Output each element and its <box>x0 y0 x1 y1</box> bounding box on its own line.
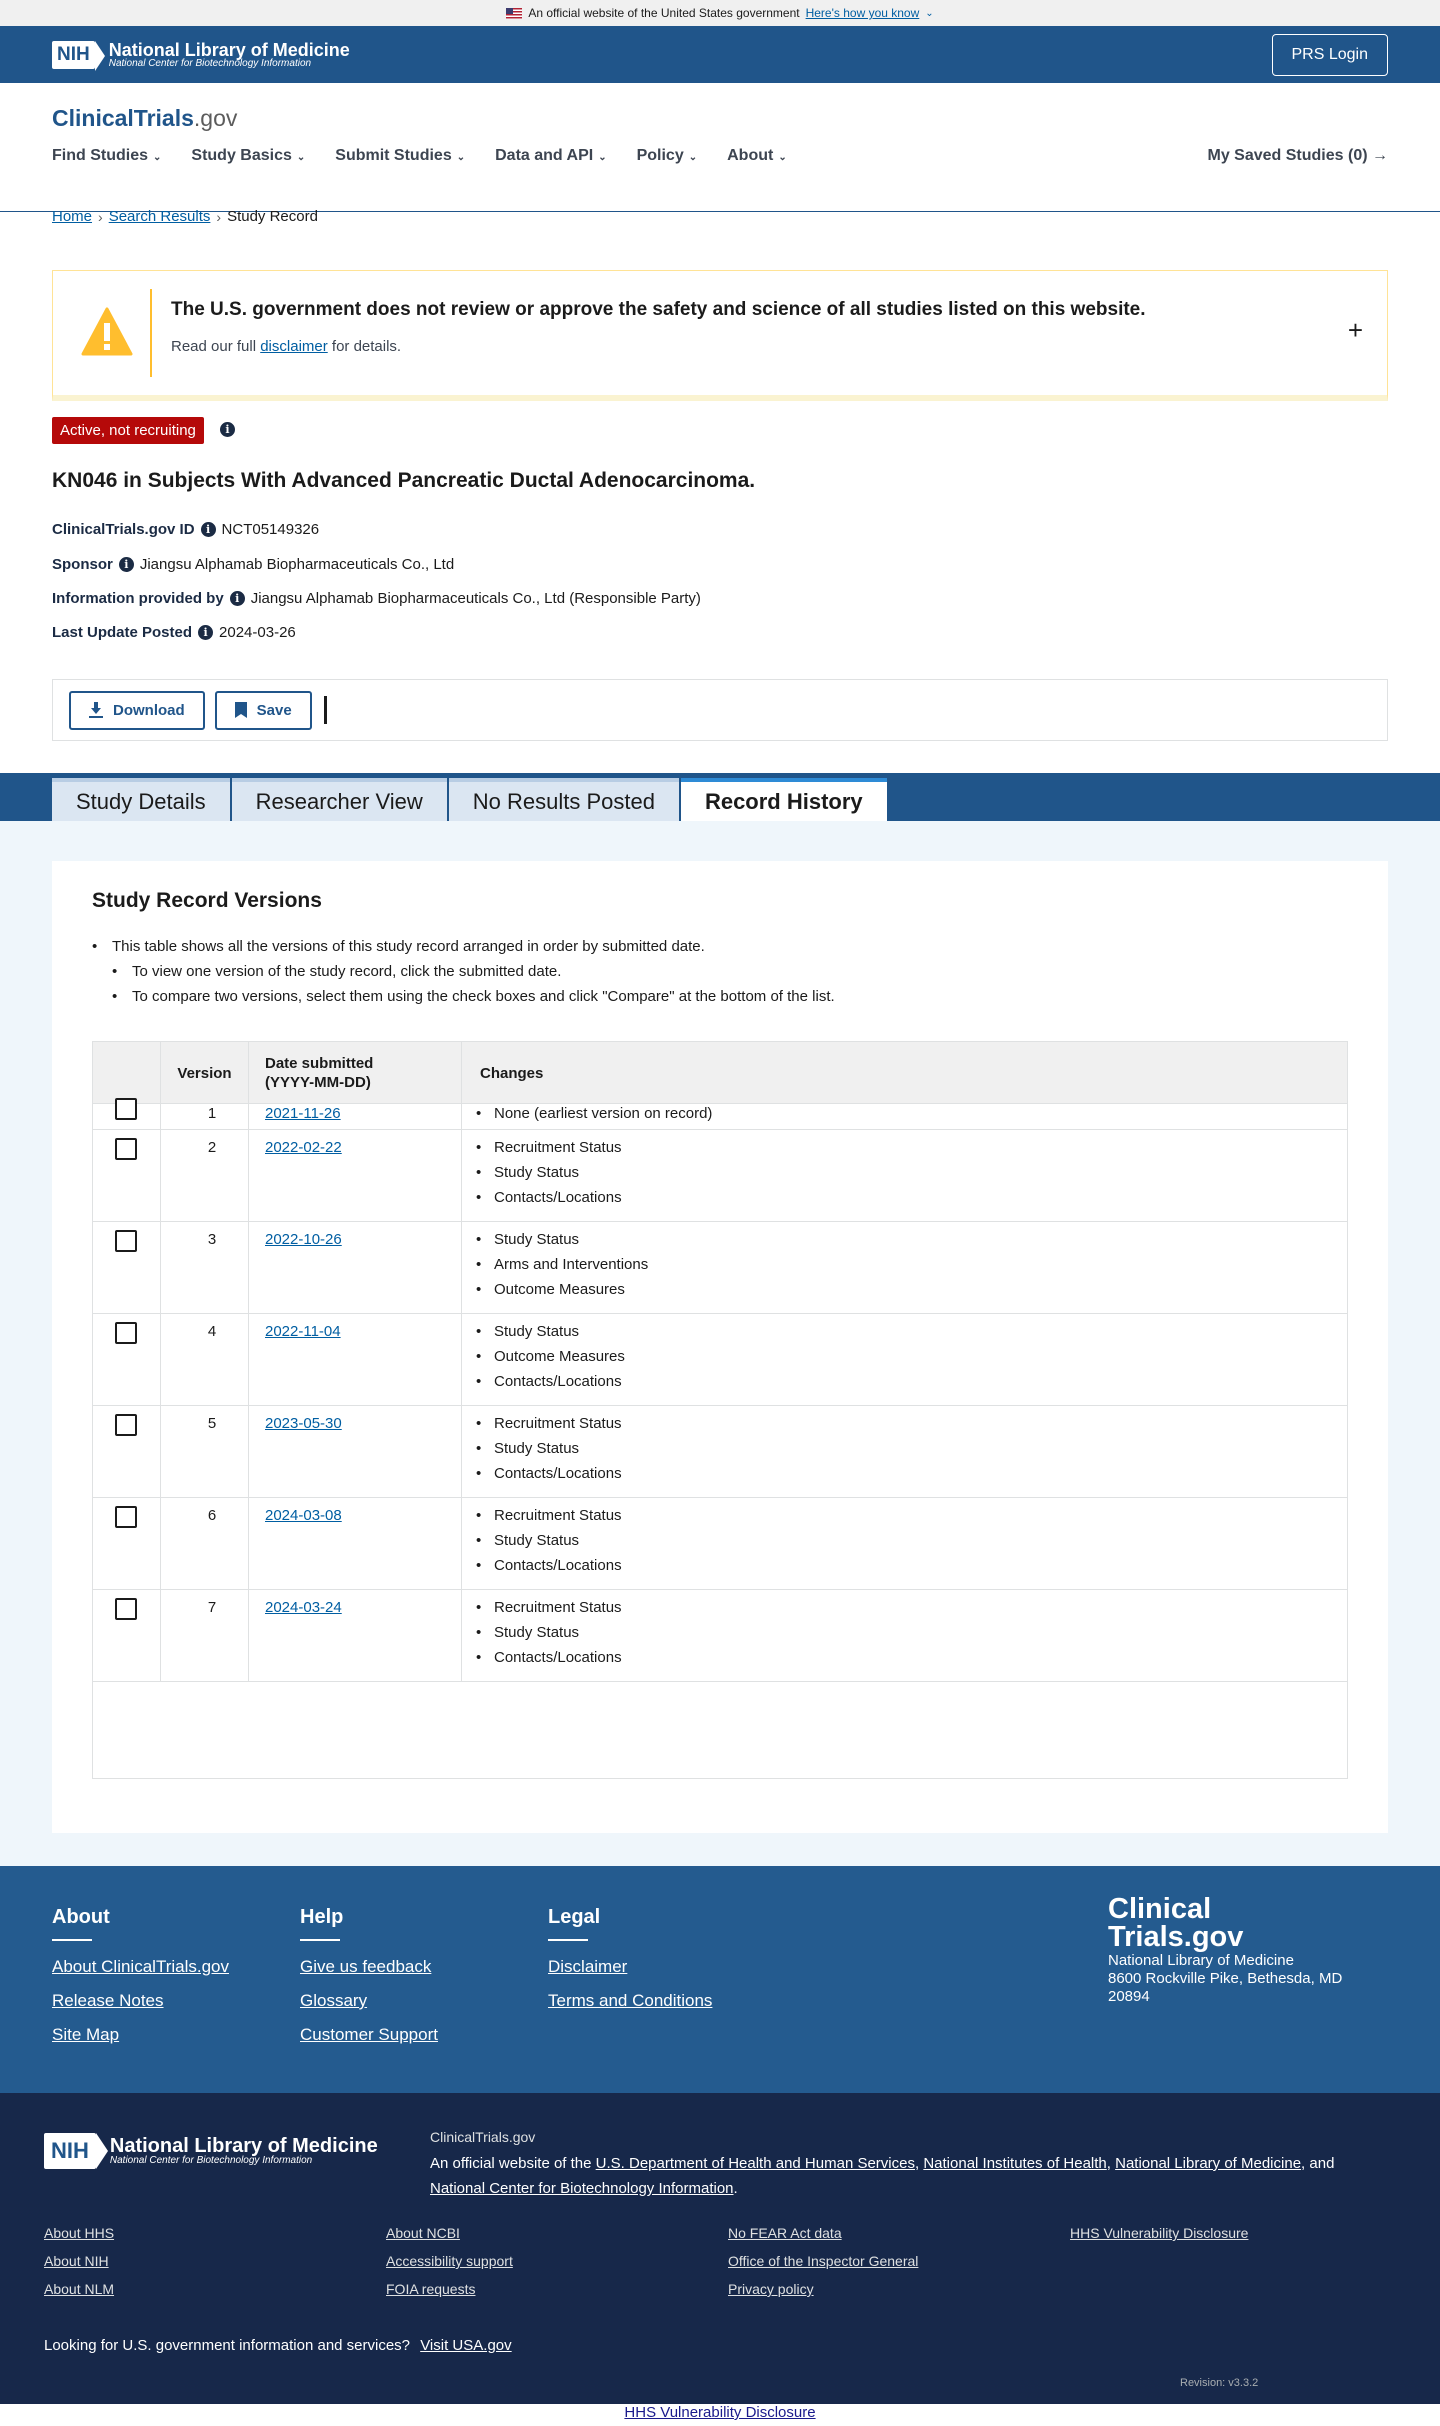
tab-study-details[interactable]: Study Details <box>52 778 230 822</box>
breadcrumb-home[interactable]: Home <box>52 208 93 225</box>
breadcrumb <box>52 208 318 225</box>
change-item: • Study Status <box>474 1164 622 1181</box>
footer-links-col2 <box>386 2225 513 2309</box>
versions-table <box>92 1041 1348 1779</box>
header-checkbox-col <box>93 1042 161 1104</box>
footer-address: National Library of Medicine 8600 Rockville Pike, Bethesda, MD 20894 <box>1108 1952 1343 2005</box>
logo-suffix: .gov <box>193 105 238 131</box>
hhs-vulnerability-link[interactable]: HHS Vulnerability Disclosure <box>624 2404 816 2421</box>
chevron-down-icon: ⌄ <box>778 152 787 163</box>
chevron-right-icon: › <box>216 208 222 225</box>
chevron-down-icon: ⌄ <box>598 152 607 163</box>
download-icon <box>89 702 103 718</box>
info-icon[interactable]: i <box>201 522 216 537</box>
footer-link[interactable]: Disclaimer <box>548 1957 628 1976</box>
version-date-link[interactable]: 2023-05-30 <box>265 1415 342 1432</box>
study-id-value: NCT05149326 <box>221 521 320 538</box>
change-item: • Arms and Interventions <box>474 1256 648 1273</box>
footer-ct-logo[interactable]: Clinical Trials.gov <box>1108 1893 1244 1953</box>
versions-title: Study Record Versions <box>92 889 322 912</box>
version-number: 2 <box>207 1139 217 1156</box>
table-row <box>93 1130 1347 1222</box>
row-checkbox[interactable] <box>115 1322 137 1344</box>
disclaimer-link[interactable]: disclaimer <box>260 338 328 355</box>
change-item: • Study Status <box>474 1231 648 1248</box>
disclaimer-alert <box>52 270 1388 401</box>
change-item: • Recruitment Status <box>474 1415 622 1432</box>
table-row <box>93 1314 1347 1406</box>
footer-official-text: An official website of the U.S. Department of Health and Human Services, National Institutes of Health, National Library of Medicine, and National Center for Biotechnology Information. <box>430 2155 1335 2197</box>
alert-title: The U.S. government does not review or approve the safety and science of all studies listed on this website. <box>171 299 1146 320</box>
change-item: • Contacts/Locations <box>474 1557 622 1574</box>
changes-list <box>474 1139 622 1214</box>
nlm-logo[interactable] <box>52 41 350 69</box>
revision-label: Revision: v3.3.2 <box>1180 2377 1259 2389</box>
header-changes: Changes <box>480 1064 544 1082</box>
row-checkbox[interactable] <box>115 1506 137 1528</box>
breadcrumb-search-results[interactable]: Search Results <box>108 208 211 225</box>
footer-links-col1 <box>44 2225 114 2309</box>
footer-about-col <box>52 1906 229 2059</box>
version-date-link[interactable]: 2022-10-26 <box>265 1231 342 1248</box>
usa-gov-link[interactable]: Visit USA.gov <box>420 2337 512 2354</box>
saved-studies-link[interactable]: My Saved Studies (0) → <box>1207 147 1388 164</box>
change-item: • Study Status <box>474 1440 622 1457</box>
bookmark-icon <box>235 702 247 718</box>
footer-link[interactable]: Terms and Conditions <box>548 1991 713 2010</box>
footer-legal-heading: Legal <box>548 1906 601 1928</box>
expand-plus-icon[interactable]: + <box>1347 315 1363 345</box>
row-checkbox[interactable] <box>115 1598 137 1620</box>
change-item: • None (earliest version on record) <box>474 1105 712 1122</box>
chevron-down-icon: ⌄ <box>296 152 306 163</box>
change-item: • Outcome Measures <box>474 1348 625 1365</box>
hhs-link[interactable]: U.S. Department of Health and Human Services <box>595 2155 915 2172</box>
change-item: • Contacts/Locations <box>474 1373 625 1390</box>
footer-link[interactable]: Site Map <box>52 2025 120 2044</box>
arrow-right-icon: → <box>1372 147 1388 164</box>
footer-link[interactable]: About NLM <box>44 2281 115 2297</box>
table-row <box>93 1104 1347 1130</box>
nih-logo-box: NIH <box>52 41 95 69</box>
footer-link[interactable]: Glossary <box>300 1991 368 2010</box>
footer-help-heading: Help <box>300 1906 344 1928</box>
row-checkbox[interactable] <box>115 1138 137 1160</box>
footer-link[interactable]: Customer Support <box>300 2025 438 2044</box>
change-item: • Contacts/Locations <box>474 1649 622 1666</box>
version-number: 1 <box>207 1105 217 1122</box>
table-row <box>93 1222 1347 1314</box>
header-date: Date submitted (YYYY-MM-DD) <box>249 1042 462 1104</box>
download-button[interactable]: Download <box>69 691 205 730</box>
footer-link[interactable]: Give us feedback <box>300 1957 432 1976</box>
logo-main: ClinicalTrials <box>52 105 194 131</box>
change-item: • Recruitment Status <box>474 1599 622 1616</box>
chevron-down-icon: ⌄ <box>456 152 466 163</box>
nav-study-basics[interactable]: Study Basics ⌄ <box>191 147 306 164</box>
changes-list <box>474 1105 712 1130</box>
info-provided-label: Information provided by <box>52 590 224 607</box>
last-update-value: 2024-03-26 <box>219 624 296 641</box>
note-item: • To view one version of the study record, click the submitted date. <box>112 963 835 980</box>
version-number: 3 <box>207 1231 217 1248</box>
row-checkbox[interactable] <box>115 1230 137 1252</box>
version-date-link[interactable]: 2022-02-22 <box>265 1139 342 1156</box>
sponsor-label: Sponsor <box>52 556 113 573</box>
footer-nlm-logo[interactable]: NIH National Library of Medicine National Center for Biotechnology Information <box>44 2133 378 2169</box>
last-update-row <box>52 624 296 641</box>
header-version: Version <box>161 1042 249 1104</box>
gov-banner <box>0 0 1440 26</box>
study-id-row <box>52 521 319 538</box>
table-header <box>93 1042 1347 1104</box>
info-icon[interactable]: i <box>230 591 245 606</box>
change-item: • Contacts/Locations <box>474 1189 622 1206</box>
version-number: 6 <box>207 1507 217 1524</box>
nav-data-api[interactable]: Data and API ⌄ <box>495 147 607 164</box>
nav-find-studies[interactable]: Find Studies ⌄ <box>52 147 162 164</box>
change-item: • Study Status <box>474 1532 622 1549</box>
footer-links-col4 <box>1070 2225 1248 2253</box>
footer-links-col3 <box>728 2225 918 2309</box>
nav-policy[interactable]: Policy ⌄ <box>636 147 698 164</box>
change-item: • Study Status <box>474 1323 625 1340</box>
changes-list <box>474 1415 622 1490</box>
footer-help-col <box>300 1906 438 2059</box>
change-item: • Recruitment Status <box>474 1139 622 1156</box>
footer-link[interactable]: About NCBI <box>386 2225 460 2241</box>
study-title: KN046 in Subjects With Advanced Pancreatic Ductal Adenocarcinoma. <box>52 469 756 492</box>
how-you-know-link[interactable]: Here's how you know <box>805 6 920 20</box>
footer-link[interactable]: No FEAR Act data <box>728 2225 842 2241</box>
ncbi-link[interactable]: National Center for Biotechnology Information <box>430 2180 734 2197</box>
version-date-link[interactable]: 2022-11-04 <box>265 1323 341 1340</box>
nav-about[interactable]: About ⌄ <box>727 147 787 164</box>
last-update-label: Last Update Posted <box>52 624 193 641</box>
versions-card <box>52 861 1388 1833</box>
version-date-link[interactable]: 2024-03-08 <box>265 1507 342 1524</box>
clinicaltrials-logo[interactable] <box>52 105 237 132</box>
bottom-link-row <box>0 2404 1440 2426</box>
footer-top <box>0 1866 1440 2093</box>
table-row <box>93 1498 1347 1590</box>
change-item: • Contacts/Locations <box>474 1465 622 1482</box>
footer-link[interactable]: About HHS <box>44 2225 115 2241</box>
versions-notes <box>92 938 835 1013</box>
chevron-down-icon: ⌄ <box>153 152 162 163</box>
tabs <box>52 778 887 822</box>
changes-list <box>474 1507 622 1582</box>
usa-gov-row: Looking for U.S. government information and services? Visit USA.gov <box>44 2337 512 2354</box>
changes-list <box>474 1599 622 1674</box>
footer-about-heading: About <box>52 1906 110 1928</box>
nih-logo-box: NIH <box>44 2133 96 2169</box>
version-number: 4 <box>207 1323 217 1340</box>
info-icon[interactable]: i <box>198 625 213 640</box>
footer-link[interactable]: About NIH <box>44 2253 109 2269</box>
row-checkbox[interactable] <box>115 1098 137 1120</box>
status-badge: Active, not recruiting <box>52 417 204 444</box>
study-id-label: ClinicalTrials.gov ID <box>52 521 195 538</box>
nlm-title: National Library of Medicine <box>108 39 350 60</box>
sponsor-value: Jiangsu Alphamab Biopharmaceuticals Co., Ltd <box>139 556 455 573</box>
sponsor-row <box>52 556 454 573</box>
footer-legal-col <box>548 1906 712 2025</box>
changes-list <box>474 1323 625 1398</box>
info-icon[interactable]: i <box>119 557 134 572</box>
note-item: • To compare two versions, select them using the check boxes and click "Compare" at the bottom of the list. <box>112 988 835 1005</box>
us-flag-icon <box>506 8 522 19</box>
gov-banner-text: An official website of the United States government <box>528 6 800 20</box>
footer-link[interactable]: HHS Vulnerability Disclosure <box>1070 2225 1249 2241</box>
change-item: • Outcome Measures <box>474 1281 648 1298</box>
tab-no-results-posted[interactable]: No Results Posted <box>449 778 679 822</box>
chevron-down-icon[interactable]: ⌄ <box>925 7 934 19</box>
footer-link[interactable]: About ClinicalTrials.gov <box>52 1957 229 1976</box>
footer-link[interactable]: Office of the Inspector General <box>728 2253 919 2269</box>
nih-header <box>0 26 1440 83</box>
footer-bottom <box>0 2093 1440 2404</box>
change-item: • Study Status <box>474 1624 622 1641</box>
row-checkbox[interactable] <box>115 1414 137 1436</box>
main-nav <box>52 147 787 165</box>
ct-header <box>0 83 1440 212</box>
nih-link[interactable]: National Institutes of Health <box>923 2155 1107 2172</box>
nlm-link[interactable]: National Library of Medicine <box>1115 2155 1302 2172</box>
version-number: 5 <box>207 1415 217 1432</box>
footer-link[interactable]: Accessibility support <box>386 2253 513 2269</box>
table-row <box>93 1406 1347 1498</box>
tab-researcher-view[interactable]: Researcher View <box>232 778 447 822</box>
version-date-link[interactable]: 2024-03-24 <box>265 1599 342 1616</box>
info-provided-row <box>52 590 701 607</box>
version-number: 7 <box>207 1599 217 1616</box>
footer-ct-label: ClinicalTrials.gov <box>430 2129 536 2145</box>
changes-list <box>474 1231 648 1306</box>
ncbi-subtitle: National Center for Biotechnology Information <box>108 57 312 69</box>
alert-body: Read our full disclaimer for details. <box>171 338 402 355</box>
save-button[interactable]: Save <box>215 691 312 730</box>
info-icon[interactable]: i <box>220 422 235 437</box>
version-date-link[interactable]: 2021-11-26 <box>265 1105 341 1122</box>
tab-record-history[interactable]: Record History <box>681 778 887 822</box>
breadcrumb-current: Study Record <box>227 208 318 225</box>
chevron-down-icon: ⌄ <box>688 152 698 163</box>
change-item: • Recruitment Status <box>474 1507 622 1524</box>
nav-submit-studies[interactable]: Submit Studies ⌄ <box>335 147 466 164</box>
footer-link[interactable]: FOIA requests <box>386 2281 476 2297</box>
info-provided-value: Jiangsu Alphamab Biopharmaceuticals Co., Ltd (Responsible Party) <box>250 590 701 607</box>
action-bar-divider <box>324 696 327 724</box>
note-item: • This table shows all the versions of this study record arranged in order by submitted date. <box>92 938 835 955</box>
chevron-right-icon: › <box>98 208 103 225</box>
table-row <box>93 1590 1347 1682</box>
action-bar <box>52 679 1388 741</box>
alert-divider <box>150 289 152 377</box>
footer-link[interactable]: Release Notes <box>52 1991 164 2010</box>
footer-link[interactable]: Privacy policy <box>728 2281 814 2297</box>
prs-login-button[interactable]: PRS Login <box>1272 34 1389 76</box>
warning-icon <box>81 306 133 358</box>
